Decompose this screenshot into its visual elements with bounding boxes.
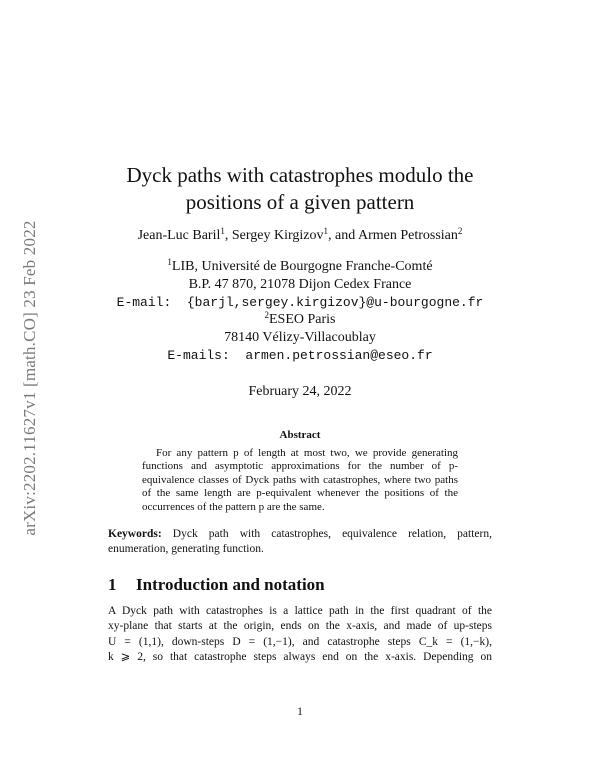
intro-line: U = (1,1), down-steps D = (1,−1), and catastrophe steps C_k = (1,−k), [108, 635, 492, 648]
affiliation-name: LIB, Université de Bourgogne Franche-Comté [171, 259, 433, 274]
keywords-paragraph [108, 527, 492, 557]
affiliation-2-address: 78140 Vélizy-Villacoublay [224, 330, 376, 345]
email-address[interactable]: {barjl,sergey.kirgizov}@u-bourgogne.fr [186, 295, 484, 310]
keywords-label: Keywords: [108, 528, 162, 540]
abstract-text: For any pattern p of length at most two, we provide generating functions and asymptotic approximations for the number of p-equivalence classes of Dyck paths with catastrophes, where two paths of the same length are p-equivalent whenever the positions of the occurrences of the pattern p are the same. [142, 447, 458, 513]
intro-line: A Dyck path with catastrophes is a lattice path in the first quadrant of the [108, 605, 492, 617]
section-title: Introduction and notation [136, 575, 325, 594]
intro-line: xy-plane that starts at the origin, ends on the x-axis, and made of up-steps [108, 620, 492, 633]
author-affiliation-mark: 2 [457, 226, 463, 236]
email-address[interactable]: armen.petrossian@eseo.fr [245, 348, 433, 363]
affiliation-1-email [108, 294, 492, 312]
page-number: 1 [297, 706, 303, 718]
affiliation-1-name [108, 258, 492, 276]
arxiv-sidebar [0, 0, 60, 776]
email-label: E-mails: [167, 348, 230, 363]
arxiv-identifier: arXiv:2202.11627v1 [math.CO] 23 Feb 2022 [20, 220, 39, 536]
author-list [108, 228, 492, 244]
abstract-heading: Abstract [279, 429, 321, 441]
author-name: Sergey Kirgizov [231, 228, 324, 243]
paper-date: February 24, 2022 [248, 384, 352, 399]
author-name: Jean-Luc Baril [137, 228, 221, 243]
affiliation-mark: 2 [264, 310, 269, 320]
affiliation-name: ESEO Paris [269, 312, 336, 327]
section-heading [108, 575, 492, 595]
affiliation-1-address: B.P. 47 870, 21078 Dijon Cedex France [188, 277, 412, 292]
intro-line: k ⩾ 2, so that catastrophe steps always end on the x-axis. Depending on [108, 650, 492, 663]
author-affiliation-mark: 1 [220, 226, 225, 236]
affiliation-2-name [108, 311, 492, 329]
intro-paragraph [108, 604, 492, 665]
author-separator: , [224, 228, 232, 243]
affiliation-2-email [108, 347, 492, 365]
keywords-text: Dyck path with catastrophes, equivalence relation, pattern, enumeration, generating function. [108, 528, 492, 555]
author-name: Armen Petrossian [357, 228, 458, 243]
section-number: 1 [108, 575, 117, 594]
title-line-2: positions of a given pattern [185, 190, 415, 214]
author-conjunction: , and [328, 228, 358, 243]
paper-title [108, 162, 492, 216]
email-label: E-mail: [116, 295, 172, 310]
title-line-1: Dyck paths with catastrophes modulo the [126, 163, 474, 187]
affiliation-mark: 1 [167, 257, 172, 267]
author-affiliation-mark: 1 [323, 226, 329, 236]
